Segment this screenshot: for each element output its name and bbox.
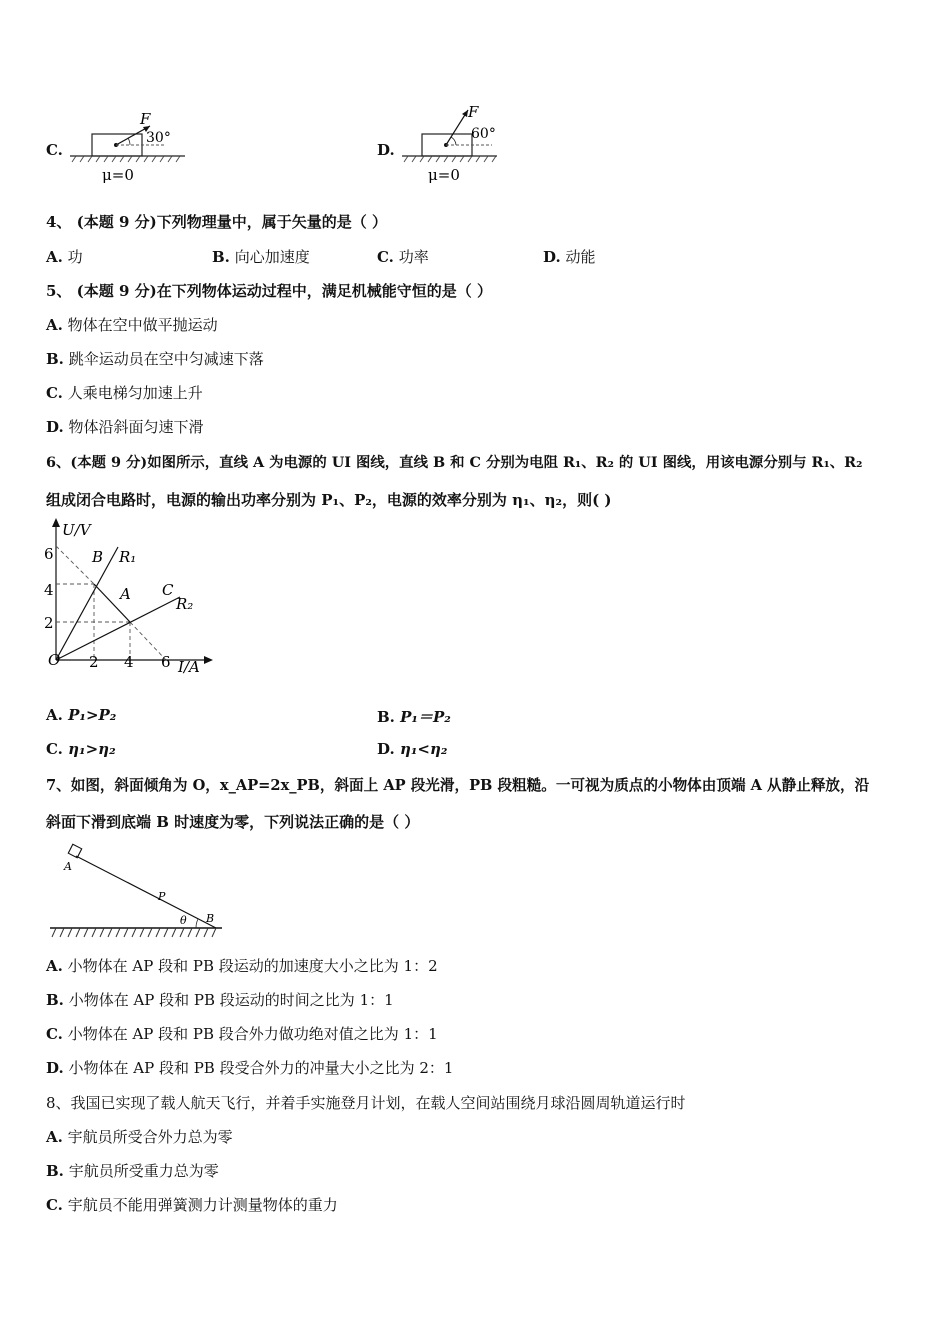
q6-ui-graph <box>40 515 220 680</box>
q3-option-d-letter: D. <box>377 141 395 159</box>
q3d-force-label: F <box>468 103 479 121</box>
q4-option-a: A. 功 <box>46 248 83 266</box>
q6-y-tick-4: 4 <box>44 581 54 599</box>
q6-option-a: A. P₁>P₂ <box>46 706 117 724</box>
q6-origin-label: O <box>48 651 61 669</box>
q3c-mu-label: μ=0 <box>102 166 134 184</box>
q8-option-c: C. 宇航员不能用弹簧测力计测量物体的重力 <box>46 1196 338 1214</box>
q6-x-tick-2: 2 <box>89 653 99 671</box>
q8-stem: 8、我国已实现了载人航天飞行，并着手实施登月计划，在载人空间站围绕月球沿圆周轨道运行时 <box>46 1094 686 1112</box>
q7-option-a: A. 小物体在 AP 段和 PB 段运动的加速度大小之比为 1：2 <box>46 957 438 975</box>
q6-y-axis-label: U/V <box>62 521 91 539</box>
q5-option-d: D. 物体沿斜面匀速下滑 <box>46 418 204 436</box>
q5-option-b: B. 跳伞运动员在空中匀减速下落 <box>46 350 264 368</box>
q4-stem: 4、 (本题 9 分)下列物理量中，属于矢量的是（ ） <box>46 213 387 231</box>
q7-incline-figure <box>48 842 228 942</box>
q6-y-tick-2: 2 <box>44 614 54 632</box>
q8-option-a: A. 宇航员所受合外力总为零 <box>46 1128 233 1146</box>
q6-x-tick-4: 4 <box>124 653 134 671</box>
q3-figure-d <box>402 100 522 186</box>
q6-x-axis-label: I/A <box>178 658 200 676</box>
q5-option-c: C. 人乘电梯匀加速上升 <box>46 384 203 402</box>
q7-option-c: C. 小物体在 AP 段和 PB 段合外力做功绝对值之比为 1：1 <box>46 1025 438 1043</box>
q5-option-a: A. 物体在空中做平抛运动 <box>46 316 218 334</box>
q3-figure-c <box>70 104 190 186</box>
q4-option-d: D. 动能 <box>543 248 596 266</box>
q4-option-b: B. 向心加速度 <box>212 248 310 266</box>
q6-stem-line2: 组成闭合电路时，电源的输出功率分别为 P₁、P₂，电源的效率分别为 η₁、η₂，则( ) <box>46 491 612 509</box>
q6-option-c: C. η₁>η₂ <box>46 740 116 758</box>
q4-option-c: C. 功率 <box>377 248 429 266</box>
q6-option-b: B. P₁＝P₂ <box>377 708 451 726</box>
q6-line-r2-label: R₂ <box>176 595 194 613</box>
q7-option-d: D. 小物体在 AP 段和 PB 段受合外力的冲量大小之比为 2：1 <box>46 1059 454 1077</box>
q3c-angle-label: 30° <box>146 130 171 146</box>
q3d-mu-label: μ=0 <box>428 166 460 184</box>
q3c-force-label: F <box>140 110 151 128</box>
q6-x-tick-6: 6 <box>161 653 171 671</box>
q6-line-c-label: C <box>162 581 174 599</box>
q7-point-p-label: P <box>158 890 166 903</box>
q6-line-b-label: B <box>92 548 104 566</box>
q7-theta-label: θ <box>180 914 187 927</box>
q7-point-a-label: A <box>64 860 72 873</box>
q6-stem-line1: 6、(本题 9 分)如图所示，直线 A 为电源的 UI 图线，直线 B 和 C 分别为电阻 R₁、R₂ 的 UI 图线，用该电源分别与 R₁、R₂ <box>46 454 863 471</box>
q7-stem-line1: 7、如图，斜面倾角为 O，x_AP=2x_PB，斜面上 AP 段光滑，PB 段粗糙。一可视为质点的小物体由顶端 A 从静止释放，沿 <box>46 777 870 794</box>
q6-line-r1-label: R₁ <box>119 548 137 566</box>
q5-stem: 5、 (本题 9 分)在下列物体运动过程中，满足机械能守恒的是（ ） <box>46 282 492 300</box>
q7-stem-line2: 斜面下滑到底端 B 时速度为零，下列说法正确的是（ ） <box>46 813 420 831</box>
q3-option-c-letter: C. <box>46 141 63 159</box>
q3d-angle-label: 60° <box>471 126 496 142</box>
q8-option-b: B. 宇航员所受重力总为零 <box>46 1162 219 1180</box>
q7-point-b-label: B <box>206 912 215 925</box>
q6-y-tick-6: 6 <box>44 545 54 563</box>
q7-option-b: B. 小物体在 AP 段和 PB 段运动的时间之比为 1：1 <box>46 991 394 1009</box>
q6-line-a-label: A <box>120 585 131 603</box>
q6-option-d: D. η₁<η₂ <box>377 740 448 758</box>
